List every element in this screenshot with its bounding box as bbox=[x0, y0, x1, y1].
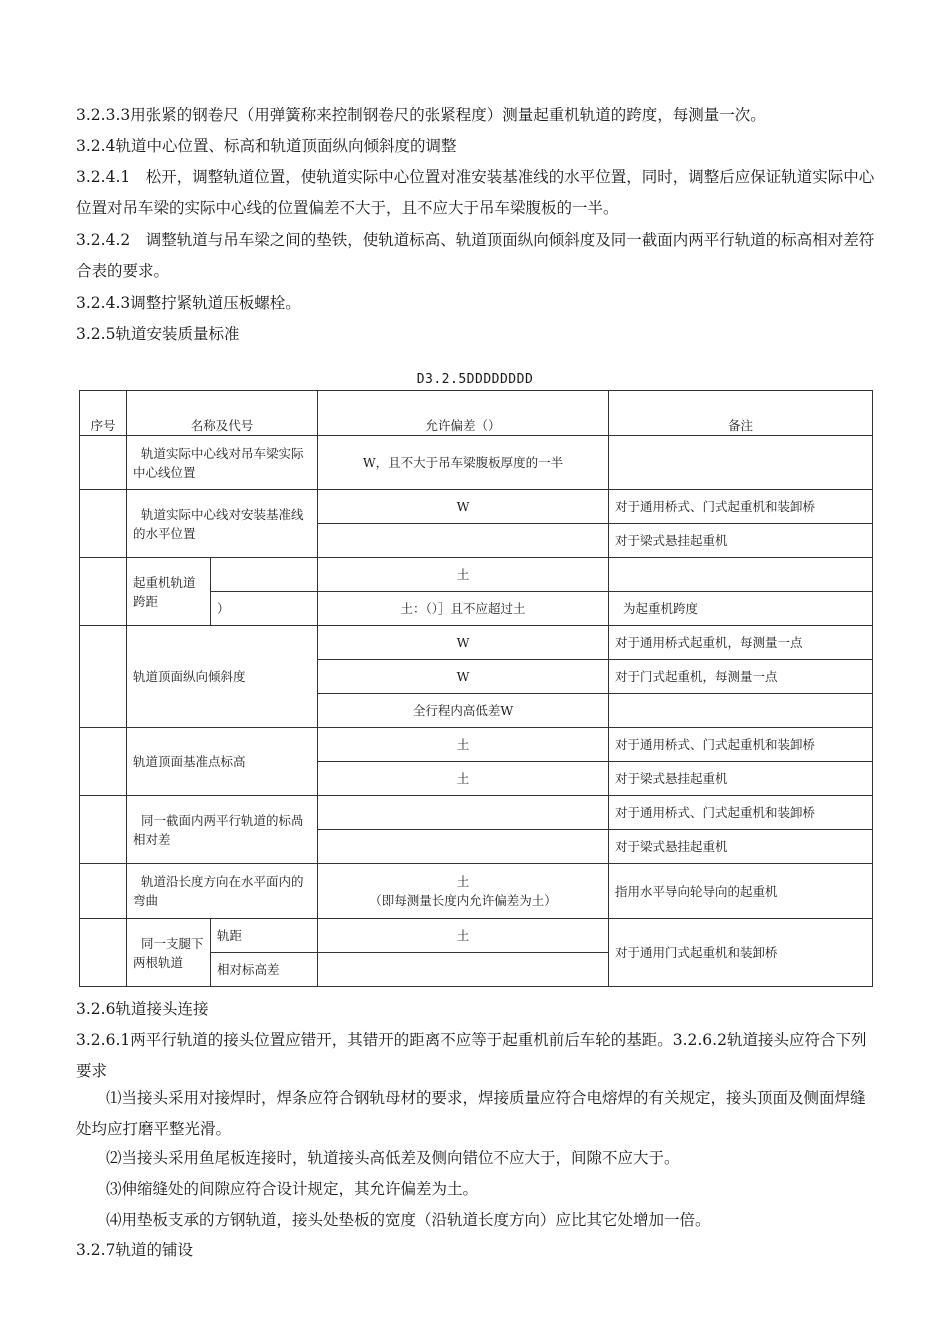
row-note: 对于梁式悬挂起重机 bbox=[609, 830, 873, 864]
paragraph-3-2-4-2: 3.2.4.2 调整轨道与吊车梁之间的垫铁，使轨道标高、轨道顶面纵向倾斜度及同一截面内两平行轨道的标高相对差符合表的要求。 bbox=[76, 231, 875, 280]
row-note: 对于通用桥式、门式起重机和装卸桥 bbox=[609, 728, 873, 762]
row-tolerance: W bbox=[318, 626, 609, 660]
row-tolerance bbox=[318, 864, 609, 919]
row-note bbox=[609, 558, 873, 592]
row-tolerance bbox=[318, 830, 609, 864]
row-note: 对于通用门式起重机和装卸桥 bbox=[609, 919, 873, 987]
table-caption: D3.2.5DDDDDDDD bbox=[416, 372, 534, 387]
header-note: 备注 bbox=[609, 391, 873, 436]
row-sub-label: 轨距 bbox=[211, 919, 318, 953]
table-row bbox=[80, 728, 873, 762]
table-header-row bbox=[80, 391, 873, 436]
row-note: 对于通用桥式、门式起重机和装卸桥 bbox=[609, 796, 873, 830]
row-tolerance: 土 bbox=[318, 728, 609, 762]
table-row bbox=[80, 919, 873, 953]
row-tolerance: W bbox=[318, 660, 609, 694]
row-note: 对于梁式悬挂起重机 bbox=[609, 524, 873, 558]
row-tolerance: W，且不大于吊车梁腹板厚度的一半 bbox=[318, 436, 609, 490]
row-tolerance bbox=[318, 796, 609, 830]
row-tolerance: 土 bbox=[318, 762, 609, 796]
row-no bbox=[80, 436, 127, 490]
list-item-1: ⑴当接头采用对接焊时，焊条应符合钢轨母材的要求，焊接质量应符合电熔焊的有关规定，接头顶面及侧面焊缝处均应打磨平整光滑。 bbox=[76, 1089, 866, 1138]
tolerance-line-1: 土 bbox=[456, 874, 470, 889]
row-sub-label: 相对标高差 bbox=[211, 953, 318, 987]
row-note: 对于通用桥式起重机，每测量一点 bbox=[609, 626, 873, 660]
row-name: 同一截面内两平行轨道的标咼相对差 bbox=[127, 796, 318, 864]
tolerance-line-2: （即每测量长度内允许偏差为土） bbox=[369, 893, 557, 908]
paragraph-3-2-3-3: 3.2.3.3用张紧的钢卷尺（用弹簧称来控制钢卷尺的张紧程度）测量起重机轨道的跨度，每测量一次。 bbox=[76, 106, 766, 124]
row-note: 对于梁式悬挂起重机 bbox=[609, 762, 873, 796]
row-note: 对于通用桥式、门式起重机和装卸桥 bbox=[609, 490, 873, 524]
row-sub-label bbox=[211, 558, 318, 592]
heading-3-2-6: 3.2.6轨道接头连接 bbox=[76, 1000, 209, 1018]
header-tolerance: 允许偏差（） bbox=[318, 391, 609, 436]
row-no bbox=[80, 626, 127, 728]
table-row bbox=[80, 626, 873, 660]
heading-3-2-5: 3.2.5轨道安装质量标准 bbox=[76, 325, 240, 343]
list-item-4: ⑷用垫板支承的方钢轨道，接头处垫板的宽度（沿轨道长度方向）应比其它处增加一倍。 bbox=[106, 1211, 711, 1229]
row-tolerance: W bbox=[318, 490, 609, 524]
row-name: 轨道实际中心线对吊车梁实际中心线位置 bbox=[127, 436, 318, 490]
row-no bbox=[80, 490, 127, 558]
row-no bbox=[80, 796, 127, 864]
row-name: 轨道顶面基准点标高 bbox=[127, 728, 318, 796]
table-row bbox=[80, 796, 873, 830]
row-sub-label: ） bbox=[211, 592, 318, 626]
row-note: 为起重机跨度 bbox=[609, 592, 873, 626]
row-note bbox=[609, 436, 873, 490]
row-note: 指用水平导向轮导向的起重机 bbox=[609, 864, 873, 919]
row-tolerance bbox=[318, 953, 609, 987]
row-tolerance: 全行程内高低差W bbox=[318, 694, 609, 728]
header-no: 序号 bbox=[80, 391, 127, 436]
paragraph-3-2-6-1: 3.2.6.1两平行轨道的接头位置应错开，其错开的距离不应等于起重机前后车轮的基距。3.2.6.2轨道接头应符合下列要求 bbox=[76, 1031, 867, 1080]
row-name: 起重机轨道跨距 bbox=[127, 558, 211, 626]
row-no bbox=[80, 864, 127, 919]
row-tolerance: 土 bbox=[318, 558, 609, 592]
row-tolerance bbox=[318, 524, 609, 558]
row-name: 轨道实际中心线对安装基准线的水平位置 bbox=[127, 490, 318, 558]
row-no bbox=[80, 728, 127, 796]
heading-3-2-4: 3.2.4轨道中心位置、标高和轨道顶面纵向倾斜度的调整 bbox=[76, 137, 457, 155]
table-row bbox=[80, 864, 873, 919]
row-name: 同一支腿下两根轨道 bbox=[127, 919, 211, 987]
row-note: 对于门式起重机，每测量一点 bbox=[609, 660, 873, 694]
heading-3-2-7: 3.2.7轨道的铺设 bbox=[76, 1241, 193, 1259]
row-no bbox=[80, 558, 127, 626]
row-name: 轨道顶面纵向倾斜度 bbox=[127, 626, 318, 728]
quality-standard-table bbox=[79, 390, 873, 987]
row-note bbox=[609, 694, 873, 728]
row-tolerance: 土：（）］且不应超过土 bbox=[318, 592, 609, 626]
table-row bbox=[80, 436, 873, 490]
paragraph-3-2-4-1: 3.2.4.1 松开，调整轨道位置，使轨道实际中心位置对准安装基准线的水平位置，同时，调整后应保证轨道实际中心位置对吊车梁的实际中心线的位置偏差不大于，且不应大于吊车梁腹板的一半。 bbox=[76, 168, 875, 217]
header-name: 名称及代号 bbox=[127, 391, 318, 436]
list-item-3: ⑶伸缩缝处的间隙应符合设计规定，其允许偏差为土。 bbox=[106, 1180, 479, 1198]
table-row bbox=[80, 490, 873, 524]
row-name: 轨道沿长度方向在水平面内的弯曲 bbox=[127, 864, 318, 919]
list-item-2: ⑵当接头采用鱼尾板连接时，轨道接头高低差及侧向错位不应大于，间隙不应大于。 bbox=[106, 1149, 680, 1167]
row-no bbox=[80, 919, 127, 987]
table-row bbox=[80, 558, 873, 592]
paragraph-3-2-4-3: 3.2.4.3调整拧紧轨道压板螺栓。 bbox=[76, 294, 301, 312]
row-tolerance: 土 bbox=[318, 919, 609, 953]
